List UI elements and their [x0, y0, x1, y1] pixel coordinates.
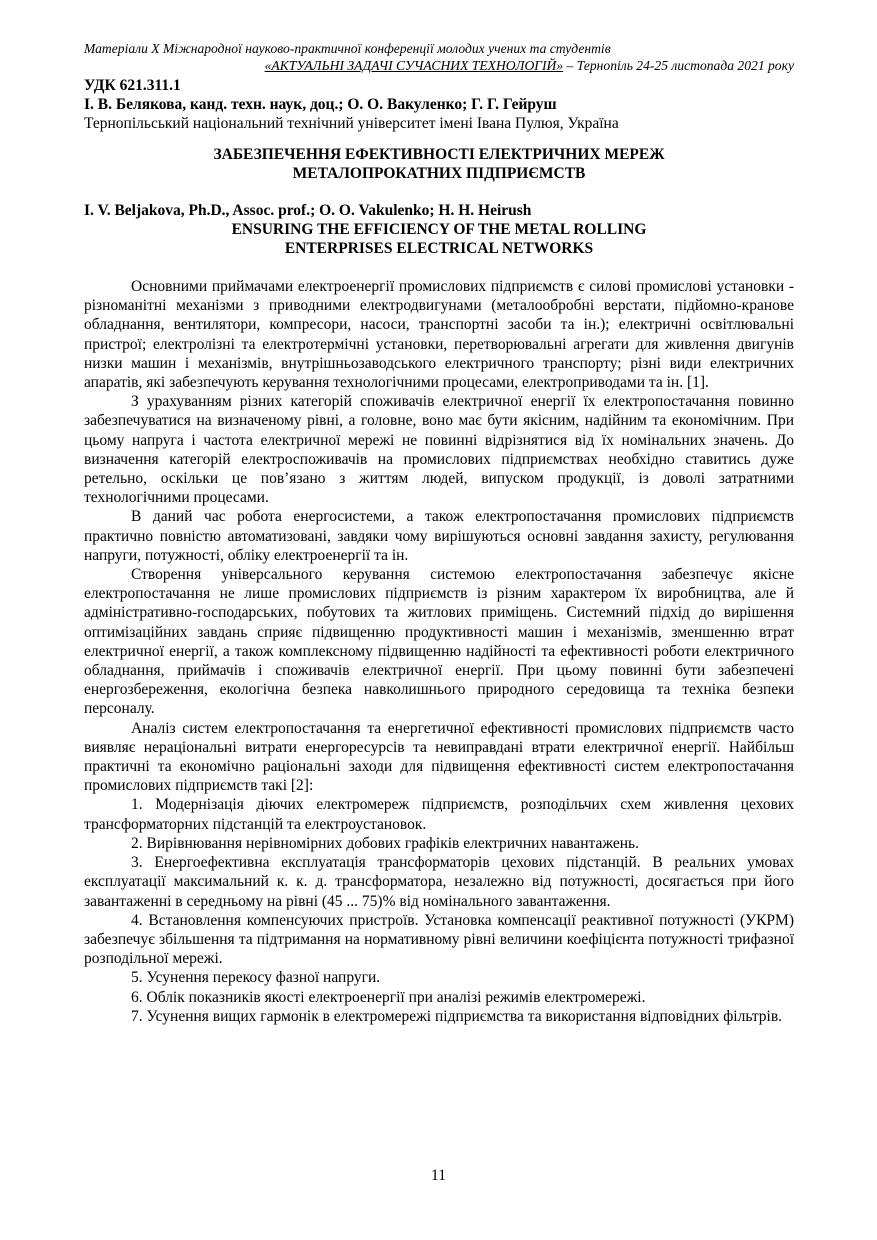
list-item: 3. Енергоефективна експлуатація трансформаторів цехових підстанцій. В реальних умовах експлуатації максимальний к. к. д. трансформатора, незалежно від потужності, досягається при його завантаженні в середньому на рівні (45 ... 75)% від номінального завантаження. — [84, 854, 794, 910]
authors-ua: І. В. Белякова, канд. техн. наук, доц.; О. О. Вакуленко; Г. Г. Гейруш — [84, 96, 557, 113]
title-ua-line: ЗАБЕЗПЕЧЕННЯ ЕФЕКТИВНОСТІ ЕЛЕКТРИЧНИХ МЕРЕЖ — [213, 146, 665, 163]
title-ua-line: МЕТАЛОПРОКАТНИХ ПІДПРИЄМСТВ — [292, 165, 586, 182]
title-en-line: ENTERPRISES ELECTRICAL NETWORKS — [284, 240, 594, 257]
page-number: 11 — [431, 1167, 446, 1184]
article-body — [84, 277, 794, 1026]
conference-header-line1: Матеріали Х Міжнародної науково-практичної конференції молодих учених та студентів — [84, 41, 611, 56]
list-item: 5. Усунення перекосу фазної напруги. — [131, 969, 381, 987]
udk-code: УДК 621.311.1 — [84, 77, 181, 94]
list-item: 2. Вирівнювання нерівномірних добових графіків електричних навантажень. — [131, 834, 639, 852]
paragraph: З урахуванням різних категорій споживачів електричної енергії їх електропостачання повинно забезпечуватися на визначеному рівні, а головне, воно має бути якісним, надійним та економічним. При цьому напруга і частота електричної мережі не повинні відрізнятися від їх номінальних значень. До визначення категорій електроспоживачів на промислових підприємствах необхідно ставитись дуже ретельно, оскільки це пов’язано з життям людей, випуском продукції, із доволі затратними технологічними процесами. — [84, 393, 794, 507]
list-item: 1. Модернізація діючих електромереж підприємств, розподільчих схем живлення цехових трансформаторних підстанцій та електроустановок. — [84, 796, 794, 833]
list-item: 7. Усунення вищих гармонік в електромережі підприємства та використання відповідних фільтрів. — [131, 1007, 783, 1025]
title-en — [84, 220, 794, 258]
conference-title-link: «АКТУАЛЬНІ ЗАДАЧІ СУЧАСНИХ ТЕХНОЛОГІЙ» — [264, 58, 564, 73]
paragraph: Аналіз систем електропостачання та енергетичної ефективності промислових підприємств часто виявляє нераціональні витрати енергоресурсів та невиправдані втрати електричної енергії. Найбільш практичні та економічно раціональні заходи для підвищення ефективності систем електропостачання промислових підприємств такі [2]: — [84, 719, 794, 795]
list-item: 6. Облік показників якості електроенергії при аналізі режимів електромережі. — [131, 988, 646, 1006]
affiliation: Тернопільський національний технічний університет імені Івана Пулюя, Україна — [84, 115, 619, 132]
conference-date: – Тернопіль 24-25 листопада 2021 року — [563, 58, 794, 73]
paragraph: В даний час робота енергосистеми, а також електропостачання промислових підприємств практично повністю автоматизовані, завдяки чому вирішуються основні завдання захисту, регулювання напруги, потужності, обліку електроенергії та ін. — [84, 508, 794, 564]
title-en-line: ENSURING THE EFFICIENCY OF THE METAL ROLLING — [231, 221, 647, 238]
authors-en: I. V. Beljakova, Ph.D., Assoc. prof.; O. O. Vakulenko; H. H. Heirush — [84, 202, 532, 219]
paragraph: Основними приймачами електроенергії промислових підприємств є силові промислові установки - різноманітні механізми з приводними електродвигунами (металообробні верстати, підйомно-кранове обладнання, вентилятори, компресори, насоси, транспортні засоби та ін.); електричні освітлювальні пристрої; електролізні та електротермічні установки, перетворювальні агрегати для живлення двигунів низки машин і механізмів, внутрішньозаводського електричного транспорту; різні види електричних апаратів, які забезпечують керування технологічними процесами, електроприводами та ін. [1]. — [84, 278, 794, 392]
conference-header-line2 — [84, 57, 794, 74]
list-item: 4. Встановлення компенсуючих пристроїв. Установка компенсації реактивної потужності (УКРМ) забезпечує збільшення та підтримання на нормативному рівні величини коефіцієнта потужності трифазної розподільної мережі. — [84, 911, 794, 968]
title-ua — [84, 145, 794, 183]
paragraph: Створення універсального керування системою електропостачання забезпечує якісне електропостачання не лише промислових підприємств із різним характером їх виробництва, але й адміністративно-господарських, побутових та житлових приміщень. Системний підхід до вирішення оптимізаційних завдань сприяє підвищенню продуктивності машин і механізмів, зменшенню втрат електричної енергії, а також комплексному підвищенню надійності та ефективності роботи електричного обладнання, приймачів і споживачів електричної енергії. При цьому повинні бути забезпечені енергозбереження, екологічна безпека навколишнього природного середовища та техніка безпеки персоналу. — [84, 566, 794, 718]
paper-page — [84, 40, 794, 1026]
